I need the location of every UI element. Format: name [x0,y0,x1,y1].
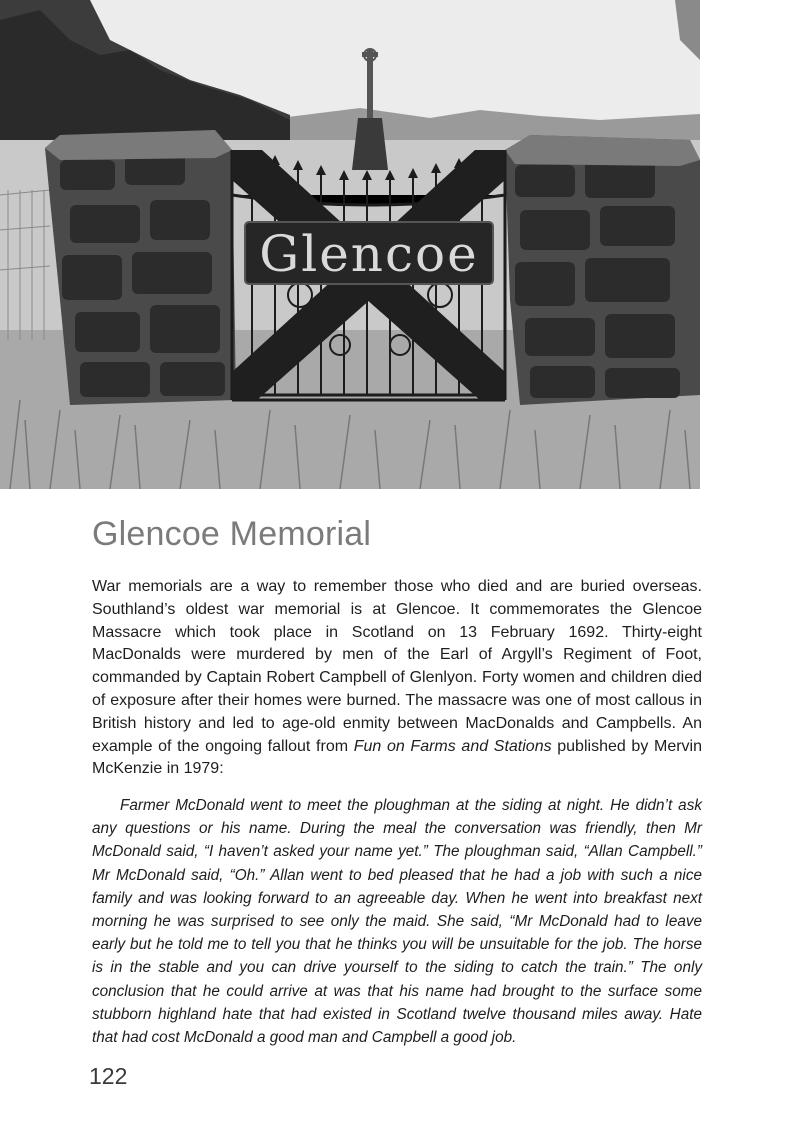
article-body-before: War memorials are a way to remember those who died and are buried overseas. Southland’s oldest war memorial is at Glencoe. It commemorates the Glencoe Massacre which took place in Scotland on 13 February 1692. Thirty-eight MacDonalds were murdered by men of the Earl of Argyll’s Regiment of Foot, commanded by Captain Robert Campbell of Glenlyon. Forty women and children died of exposure after their homes were burned. The massacre was one of most callous in British history and led to age-old enmity between MacDonalds and Campbells. An example of the ongoing fallout from [92,578,702,755]
article-title: Glencoe Memorial [92,515,372,553]
book-title: Fun on Farms and Stations [353,737,552,755]
article-body [92,576,702,781]
article-body-after: published by Mervin McKenzie in 1979: [92,737,703,778]
gate-sign-text: Glencoe [259,225,479,283]
glencoe-gate-photo [0,0,700,489]
block-quote: Farmer McDonald went to meet the ploughman at the siding at night. He didn’t ask any questions or his name. During the meal the conversation was friendly, then Mr McDonald said, “I haven’t asked your name yet.” The ploughman said, “Allan Campbell.” Mr McDonald said, “Oh.” Allan went to bed pleased that he had a job with such a nice family and was looking forward to an agreeable day. When he went into breakfast next morning he was surprised to see only the maid. She said, “Mr McDonald had to leave early but he told me to tell you that he thinks you will be unsuitable for the job. The horse is in the stable and you can drive yourself to the siding to catch the train.” The only conclusion that he could arrive at was that his name had brought to the surface some stubborn highland hate that had existed in Scotland twelve thousand miles away. Hate that had cost McDonald a good man and Campbell a good job. [92,797,702,1047]
page-number: 122 [89,1063,128,1089]
